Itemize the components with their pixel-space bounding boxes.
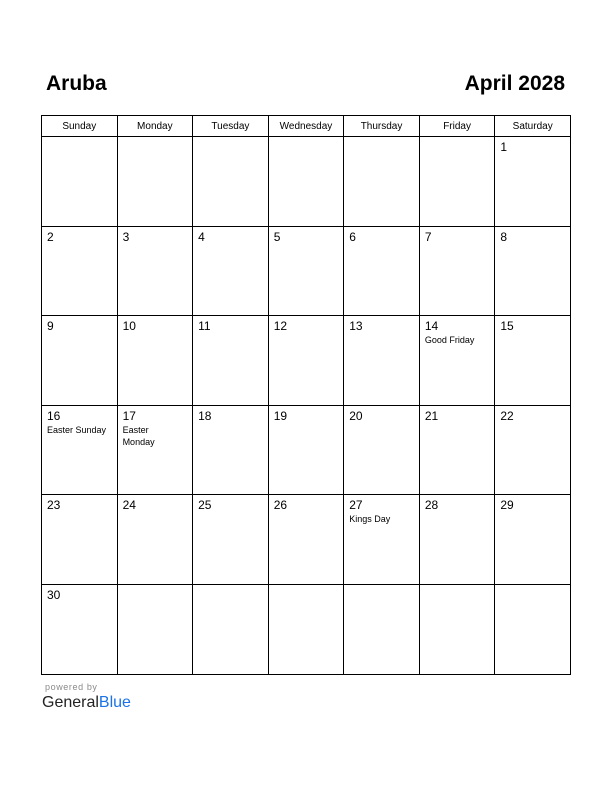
day-number: 18 (198, 408, 212, 423)
day-cell[interactable] (268, 226, 344, 316)
day-cell[interactable] (193, 495, 269, 585)
day-cell[interactable] (42, 405, 118, 495)
day-cell[interactable] (419, 226, 495, 316)
day-cell-content (118, 227, 193, 244)
day-cell[interactable] (42, 584, 118, 674)
day-cell[interactable] (495, 226, 571, 316)
weekday-wednesday: Wednesday (268, 116, 344, 137)
day-cell-content (420, 406, 495, 423)
day-cell-content (420, 585, 495, 588)
holiday-label: Kings Day (349, 514, 391, 525)
day-number: 27 (349, 498, 363, 513)
day-number: 5 (273, 229, 281, 244)
day-cell-content (344, 585, 419, 588)
empty-day-cell (268, 584, 344, 674)
day-cell-content (495, 137, 570, 154)
day-cell-content (344, 137, 419, 140)
day-cell[interactable] (419, 316, 495, 406)
day-cell[interactable] (268, 405, 344, 495)
day-number: 17 (122, 408, 136, 423)
weekday-monday: Monday (117, 116, 193, 137)
empty-day-cell (419, 137, 495, 227)
day-cell-content (269, 585, 344, 588)
day-cell-content (118, 137, 193, 140)
day-cell[interactable] (117, 316, 193, 406)
brand-blue-text: Blue (98, 694, 131, 711)
day-cell-content (344, 227, 419, 244)
day-cell-content (269, 406, 344, 423)
day-cell-content (118, 585, 193, 588)
day-cell-content (495, 406, 570, 423)
day-cell[interactable] (193, 226, 269, 316)
week-row (42, 495, 571, 585)
day-cell-content (118, 316, 193, 333)
day-cell-content (269, 227, 344, 244)
week-row (42, 316, 571, 406)
empty-day-cell (117, 137, 193, 227)
month-title: April 2028 (464, 72, 565, 95)
brand-logo[interactable] (42, 693, 131, 713)
week-row (42, 137, 571, 227)
empty-day-cell (344, 137, 420, 227)
day-cell-content (193, 137, 268, 140)
day-number: 25 (198, 498, 212, 513)
day-number: 16 (47, 408, 61, 423)
day-cell-content (42, 495, 117, 512)
day-number: 9 (47, 319, 54, 334)
day-cell[interactable] (344, 495, 420, 585)
day-number: 30 (47, 587, 61, 602)
day-cell[interactable] (117, 405, 193, 495)
weekday-friday: Friday (419, 116, 495, 137)
day-cell-content (420, 316, 495, 346)
day-number: 2 (47, 229, 54, 244)
day-number: 14 (424, 319, 439, 334)
day-number: 26 (273, 498, 288, 513)
empty-day-cell (344, 584, 420, 674)
week-row (42, 405, 571, 495)
day-cell[interactable] (42, 316, 118, 406)
day-number: 8 (500, 229, 508, 244)
day-cell-content (193, 227, 268, 244)
day-cell[interactable] (117, 495, 193, 585)
day-cell-content (420, 227, 495, 244)
country-title: Aruba (46, 72, 107, 95)
day-cell[interactable] (495, 316, 571, 406)
day-number: 15 (500, 319, 514, 334)
day-cell-content (193, 585, 268, 588)
day-cell[interactable] (495, 137, 571, 227)
day-cell[interactable] (42, 226, 118, 316)
day-cell-content (269, 316, 344, 333)
day-number: 19 (273, 408, 288, 423)
weekday-sunday: Sunday (42, 116, 118, 137)
day-cell-content (495, 316, 570, 333)
day-number: 13 (349, 319, 363, 334)
empty-day-cell (268, 137, 344, 227)
empty-day-cell (419, 584, 495, 674)
holiday-label: Easter Monday (122, 424, 155, 447)
week-row (42, 584, 571, 674)
day-cell[interactable] (344, 316, 420, 406)
day-cell[interactable] (268, 316, 344, 406)
day-number: 4 (198, 229, 205, 244)
day-cell-content (193, 316, 268, 333)
calendar-grid (41, 115, 571, 675)
day-cell-content (193, 495, 268, 512)
weekday-tuesday: Tuesday (193, 116, 269, 137)
day-cell-content (344, 316, 419, 333)
day-number: 12 (273, 319, 288, 334)
day-number: 21 (424, 408, 439, 423)
empty-day-cell (193, 584, 269, 674)
empty-day-cell (117, 584, 193, 674)
day-cell[interactable] (495, 405, 571, 495)
day-cell-content (344, 495, 419, 525)
day-cell-content (118, 406, 193, 448)
empty-day-cell (193, 137, 269, 227)
day-number: 28 (424, 498, 439, 513)
day-number: 3 (122, 229, 130, 244)
day-cell[interactable] (344, 226, 420, 316)
day-number: 7 (424, 229, 432, 244)
day-cell-content (42, 137, 117, 140)
day-cell[interactable] (193, 316, 269, 406)
day-cell-content (42, 406, 117, 436)
day-cell-content (42, 227, 117, 244)
weekday-header-row (42, 116, 571, 137)
day-cell-content (495, 227, 570, 244)
day-number: 10 (122, 319, 136, 334)
empty-day-cell (42, 137, 118, 227)
day-number: 6 (349, 229, 356, 244)
calendar-body (42, 137, 571, 675)
weekday-thursday: Thursday (344, 116, 420, 137)
brand-general-text: General (42, 694, 99, 711)
day-cell-content (42, 316, 117, 333)
empty-day-cell (495, 584, 571, 674)
day-cell-content (42, 585, 117, 602)
day-cell-content (193, 406, 268, 423)
day-cell[interactable] (42, 495, 118, 585)
day-cell-content (269, 137, 344, 140)
day-number: 11 (198, 319, 211, 334)
day-number: 24 (122, 498, 136, 513)
day-number: 23 (47, 498, 61, 513)
holiday-label: Good Friday (424, 335, 475, 346)
day-cell-content (420, 137, 495, 140)
day-cell-content (495, 495, 570, 512)
day-cell-content (269, 495, 344, 512)
powered-by-text: powered by (45, 682, 98, 692)
day-cell-content (118, 495, 193, 512)
week-row (42, 226, 571, 316)
holiday-label: Easter Sunday (47, 424, 107, 435)
day-cell[interactable] (268, 495, 344, 585)
day-cell[interactable] (495, 495, 571, 585)
day-cell[interactable] (117, 226, 193, 316)
day-number: 29 (500, 498, 514, 513)
day-cell[interactable] (193, 405, 269, 495)
day-cell-content (344, 406, 419, 423)
day-cell[interactable] (419, 495, 495, 585)
weekday-saturday: Saturday (495, 116, 571, 137)
day-cell[interactable] (419, 405, 495, 495)
day-number: 1 (500, 140, 508, 154)
day-number: 22 (500, 408, 514, 423)
day-cell[interactable] (344, 405, 420, 495)
day-cell-content (420, 495, 495, 512)
day-number: 20 (349, 408, 363, 423)
day-cell-content (495, 585, 570, 588)
